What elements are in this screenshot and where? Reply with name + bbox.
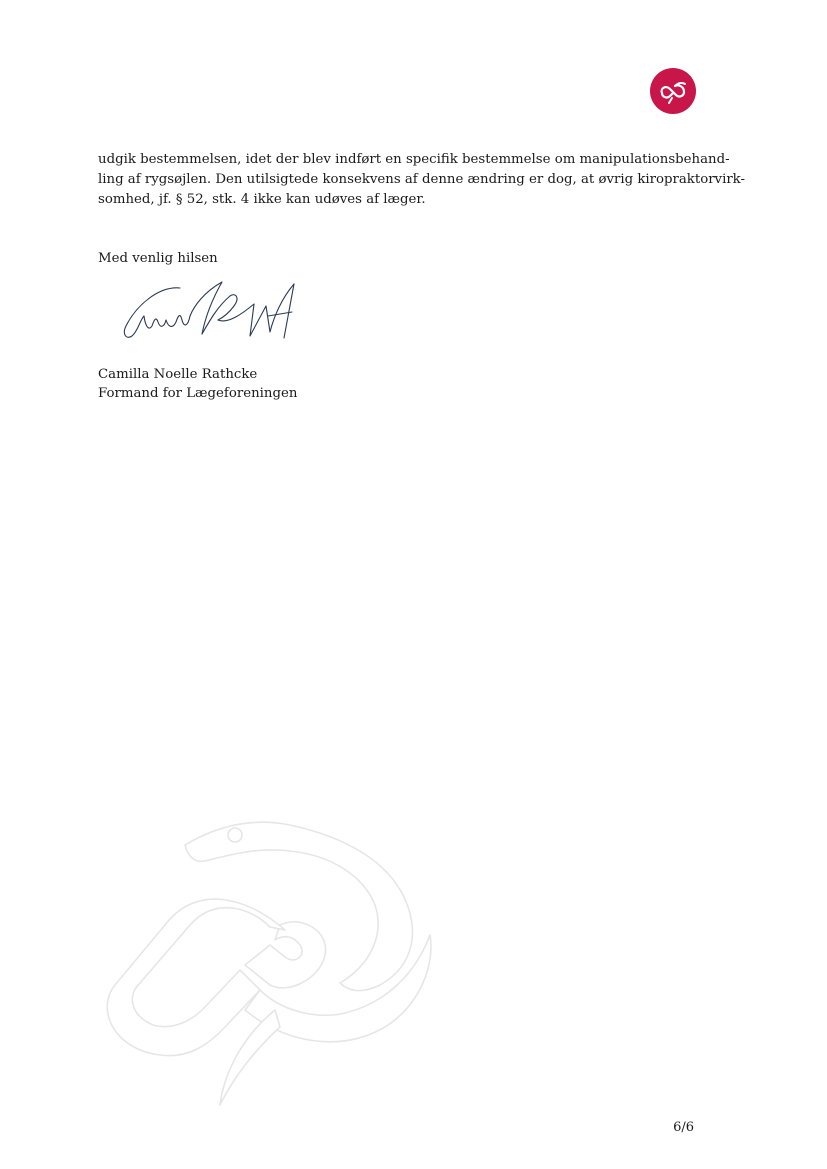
body-line: udgik bestemmelsen, idet der blev indført en specifik bestemmelse om manipulationsbehand- xyxy=(98,152,730,167)
handwritten-signature xyxy=(118,276,298,346)
body-line: ling af rygsøjlen. Den utilsigtede konsekvens af denne ændring er dog, at øvrig kiropraktorvirk- xyxy=(98,172,745,187)
signatory-title: Formand for Lægeforeningen xyxy=(98,386,298,401)
body-line: somhed, jf. § 52, stk. 4 ikke kan udøves af læger. xyxy=(98,192,426,207)
closing-salutation: Med venlig hilsen xyxy=(98,251,218,266)
page-number: 6/6 xyxy=(673,1120,694,1135)
signatory-name: Camilla Noelle Rathcke xyxy=(98,367,258,382)
signature-block xyxy=(98,365,297,403)
letter-body-paragraph xyxy=(98,150,745,210)
laegeforeningen-logo-icon xyxy=(650,68,696,114)
snake-watermark-icon xyxy=(85,815,445,1115)
